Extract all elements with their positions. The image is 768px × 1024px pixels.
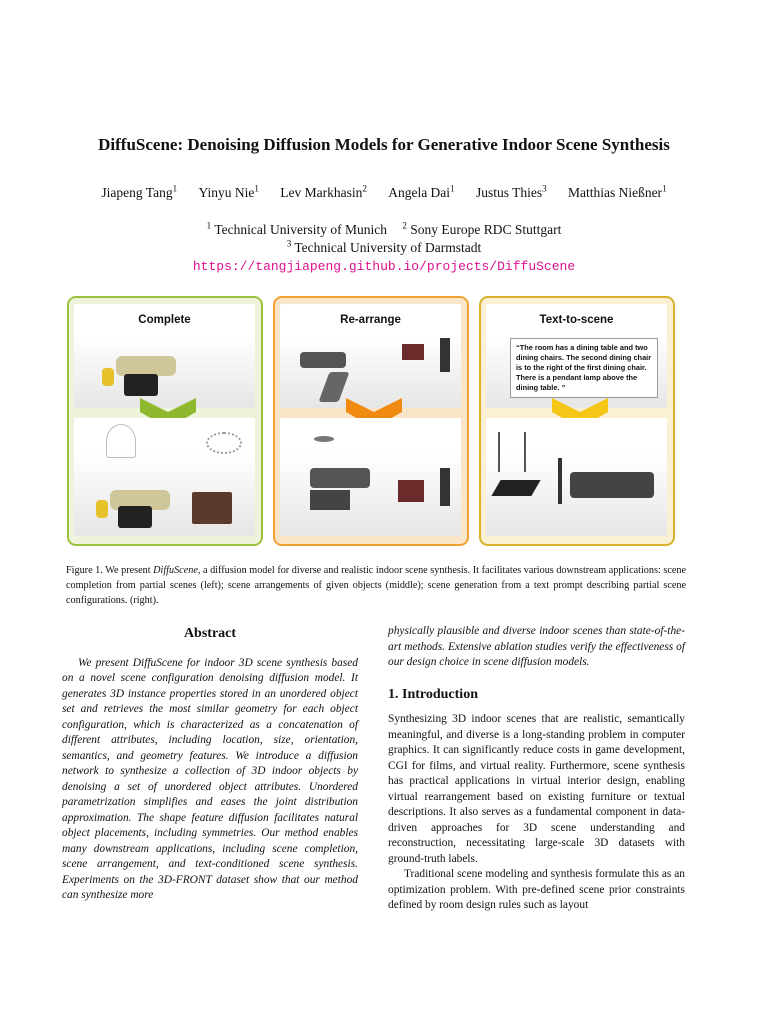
paragraph: Synthesizing 3D indoor scenes that are realistic, semantically meaningful, and diverse is a long-standing problem in computer graphics. It can significantly reduce costs in game development, CGI for films, and virtual reality. Furthermore, scene synthesis has practical applications in virtual interior design, enabling virtual rearrangement based on existing furniture or textual descriptions. It also serves as a fundamental component in data-driven approaches for 3D scene understanding and reconstruction, necessitating large-scale 3D datasets with ground-truth labels. [388, 713, 685, 865]
figure-panel-text-to-scene [479, 296, 675, 546]
right-column [388, 624, 685, 914]
coffee-table [310, 490, 350, 510]
figure-panel-rearrange [273, 296, 469, 546]
coffee-table [118, 506, 152, 528]
panel-title: Re-arrange [340, 314, 401, 326]
sofa [300, 352, 346, 368]
paper-title: DiffuScene: Denoising Diffusion Models for Generative Indoor Scene Synthesis [98, 135, 670, 154]
dining-table [491, 480, 540, 496]
figure-panel-complete [67, 296, 263, 546]
affiliation: $^3$ Technical University of Darmstadt [286, 238, 482, 255]
author: Justus Thies$^3$ [475, 183, 547, 200]
affiliations [0, 222, 768, 238]
ceiling-fan [314, 436, 334, 442]
sofa [310, 468, 370, 488]
scene-image-generated [486, 418, 667, 536]
affiliation: $^1$ Technical University of Munich [206, 220, 387, 237]
cabinet [440, 468, 450, 506]
armchair [96, 500, 108, 518]
text-prompt-area [486, 304, 667, 408]
abstract-text: We present DiffuScene for indoor 3D scene synthesis based on a novel scene configuration denoising diffusion model. It generates 3D instance properties stored in an unordered object set and retrieves the most similar geometry for each object configuration, which is characterized as a concatenation of different attributes, including location, size, orientation, semantics, and geometry features. We introduce a diffusion network to synthesize a collection of 3D indoor objects by denoising a set of unordered object attributes. Unordered parametrization simplifies and eases the joint distribution approximation. The shape feature diffusion facilitates natural object placements, including symmetries. Our method enables many downstream applications, including scene completion, scene arrangement, and text-conditioned scene synthesis. Experiments on the 3D-FRONT dataset show that our method can synthesize more [62, 656, 358, 901]
abstract-heading: Abstract [183, 626, 237, 641]
affiliation: $^2$ Sony Europe RDC Stuttgart [402, 220, 562, 237]
chandelier [206, 432, 242, 454]
cabinet [440, 338, 450, 372]
left-column [62, 624, 358, 904]
scene-image-arranged [280, 418, 461, 536]
sofa-section [319, 372, 350, 402]
panel-title: Complete [138, 314, 191, 326]
text-prompt: “The room has a dining table and two dining chairs. The second dining chair is to the right of the first dining chair. There is a pendant lamp above the dining table. ” [510, 338, 658, 398]
sofa [116, 356, 176, 376]
pendant-lamp [106, 424, 136, 458]
dining-set [192, 492, 232, 524]
author: Jiapeng Tang$^1$ [101, 183, 178, 200]
sectional-sofa [570, 472, 654, 498]
armchair [102, 368, 114, 386]
coffee-table [124, 374, 158, 396]
author: Lev Markhasin$^2$ [280, 183, 367, 200]
table [402, 344, 424, 360]
project-link[interactable]: https://tangjiapeng.github.io/projects/DiffuScene [192, 259, 576, 274]
scene-image-objects [280, 304, 461, 408]
author: Angela Dai$^1$ [388, 183, 455, 200]
abstract-continued: physically plausible and diverse indoor scenes than state-of-the-art methods. Extensive ablation studies verify the effectiveness of our design choice in scene diffusion models. [388, 625, 685, 668]
section-heading: 1. Introduction [388, 686, 478, 702]
scene-image-partial [74, 304, 255, 408]
panel-title: Text-to-scene [539, 314, 614, 326]
author: Matthias Nießner$^1$ [567, 183, 667, 200]
scene-image-completed [74, 418, 255, 536]
dining-table [398, 480, 424, 502]
figure-caption: Figure 1. We present DiffuScene, a diffusion model for diverse and realistic indoor scene synthesis. It facilitates various downstream applications: scene completion from partial scenes (left); scene arrangements of given objects (middle); scene generation from a text prompt describing partial scene configurations. (right). [66, 565, 686, 606]
paragraph: Traditional scene modeling and synthesis formulate this as an optimization problem. With pre-defined scene prior constraints defined by room design rules such as layout [388, 868, 685, 911]
author: Yinyu Nie$^1$ [198, 183, 259, 200]
coat-stand [558, 458, 562, 504]
author-list [0, 185, 768, 201]
pendant-lamps [498, 432, 526, 472]
